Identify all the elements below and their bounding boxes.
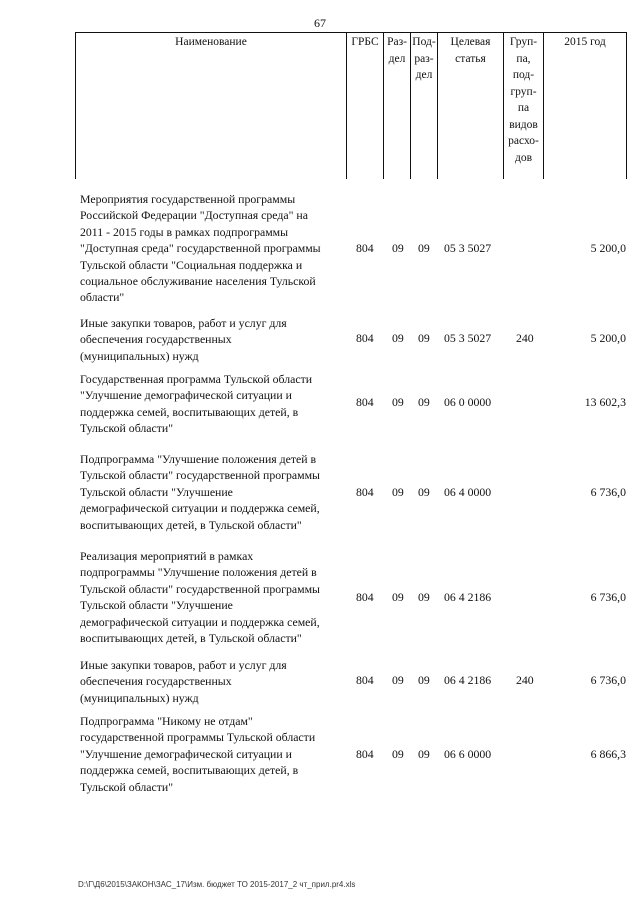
row-razdel: 09 [392, 395, 404, 409]
row-name [80, 548, 348, 646]
row-name-line: Мероприятия государственной программы [80, 192, 296, 206]
row-grbs: 804 [356, 331, 374, 345]
row-amount: 13 602,3 [584, 395, 626, 409]
header-grbs [347, 33, 384, 179]
row-target-article: 05 3 5027 [444, 331, 492, 345]
row-name-line: области" [80, 290, 125, 305]
file-path-footer: D:\Г\Д6\2015\ЗАКОН\ЗАС_17\Изм. бюджет ТО 2015-2017_2 чт_прил.pr4.xls [78, 880, 356, 889]
row-podrazdel: 09 [418, 485, 430, 499]
row-name-line: обеспечения государственных [80, 332, 232, 347]
header-gr-line: груп- [510, 85, 537, 98]
row-name-line: Российской Федерации "Доступная среда" на [80, 208, 308, 223]
row-name-line: "Доступная среда" государственной программы [80, 241, 321, 256]
row-name-line: Тульской области "Социальная поддержка и [80, 257, 303, 272]
row-name-line: Тульской области" [80, 779, 174, 794]
header-gr-line: дов [514, 151, 533, 164]
row-podrazdel: 09 [418, 673, 430, 687]
row-name-line: Тульской области "Улучшение [80, 598, 233, 613]
row-expense-group: 240 [516, 673, 534, 687]
row-grbs: 804 [356, 485, 374, 499]
row-target-article: 06 4 2186 [444, 590, 492, 604]
header-name [76, 33, 347, 179]
row-name-line: социальное обслуживание населения Тульской [80, 274, 316, 289]
row-target-article: 06 4 2186 [444, 673, 492, 687]
header-target-article [438, 33, 504, 179]
row-grbs: 804 [356, 590, 374, 604]
row-podrazdel: 09 [418, 241, 430, 255]
header-razdel-line: Раз- [387, 36, 407, 48]
row-podrazdel: 09 [418, 395, 430, 409]
header-grbs-label: ГРБС [351, 36, 379, 48]
header-expense-group [504, 33, 544, 179]
row-razdel: 09 [392, 747, 404, 761]
row-name-line: Иные закупки товаров, работ и услуг для [80, 658, 287, 672]
row-name-line: подпрограммы "Улучшение положения детей в [80, 565, 317, 580]
row-target-article: 06 0 0000 [444, 395, 492, 409]
row-grbs: 804 [356, 241, 374, 255]
header-gr-line: па, [516, 52, 531, 65]
row-name-line: поддержка семей, воспитывающих детей, в [80, 763, 299, 778]
header-podrazdel-line: дел [415, 69, 433, 81]
row-amount: 5 200,0 [590, 241, 626, 255]
header-gr-line: Груп- [509, 36, 538, 48]
row-razdel: 09 [392, 331, 404, 345]
row-name-line: "Улучшение демографической ситуации и [80, 746, 292, 761]
row-razdel: 09 [392, 485, 404, 499]
row-name [80, 713, 348, 795]
row-name-line: поддержка семей, воспитывающих детей, в [80, 404, 299, 419]
row-name-line: воспитывающих детей, в Тульской области" [80, 517, 302, 532]
row-amount: 6 736,0 [590, 673, 626, 687]
header-razdel [384, 33, 411, 179]
header-podrazdel [411, 33, 438, 179]
row-grbs: 804 [356, 673, 374, 687]
header-year-label: 2015 год [564, 36, 606, 48]
header-gr-line: под- [512, 69, 535, 81]
row-name-line: Тульской области" [80, 421, 174, 436]
row-podrazdel: 09 [418, 331, 430, 345]
header-year [544, 33, 627, 179]
row-name [80, 191, 348, 306]
row-name-line: "Улучшение демографической ситуации и [80, 388, 292, 403]
table-header [75, 32, 627, 179]
header-cs-line: статья [455, 52, 486, 65]
row-name [80, 451, 348, 533]
row-podrazdel: 09 [418, 747, 430, 761]
row-podrazdel: 09 [418, 590, 430, 604]
row-razdel: 09 [392, 590, 404, 604]
row-amount: 6 866,3 [590, 747, 626, 761]
row-name-line: Иные закупки товаров, работ и услуг для [80, 316, 287, 330]
row-name [80, 371, 348, 437]
header-razdel-line: дел [388, 52, 406, 65]
row-amount: 6 736,0 [590, 590, 626, 604]
row-name-line: воспитывающих детей, в Тульской области" [80, 631, 302, 646]
page-number: 67 [314, 16, 326, 30]
row-amount: 6 736,0 [590, 485, 626, 499]
header-podrazdel-line: раз- [414, 52, 434, 65]
row-razdel: 09 [392, 673, 404, 687]
row-name-line: Реализация мероприятий в рамках [80, 549, 254, 563]
row-razdel: 09 [392, 241, 404, 255]
row-name-line: демографической ситуации и поддержка семей, [80, 501, 320, 516]
row-target-article: 06 4 0000 [444, 485, 492, 499]
header-name-label: Наименование [175, 36, 247, 48]
header-gr-line: па [517, 102, 530, 114]
header-podrazdel-line: Под- [412, 36, 436, 48]
row-grbs: 804 [356, 395, 374, 409]
header-cs-line: Целевая [450, 36, 491, 48]
row-name-line: Тульской области" государственной программы [80, 581, 320, 596]
row-name-line: 2011 - 2015 годы в рамках подпрограммы [80, 224, 289, 239]
row-target-article: 05 3 5027 [444, 241, 492, 255]
row-name-line: обеспечения государственных [80, 674, 232, 689]
header-gr-line: расхо- [508, 135, 539, 147]
row-name [80, 657, 348, 706]
row-name-line: Подпрограмма "Улучшение положения детей в [80, 452, 317, 466]
row-name-line: (муниципальных) нужд [80, 348, 199, 363]
row-name-line: демографической ситуации и поддержка семей, [80, 614, 320, 629]
row-amount: 5 200,0 [590, 331, 626, 345]
row-name-line: Государственная программа Тульской области [80, 372, 313, 386]
row-name [80, 315, 348, 364]
row-target-article: 06 6 0000 [444, 747, 492, 761]
row-expense-group: 240 [516, 331, 534, 345]
row-name-line: Подпрограмма "Никому не отдам" [80, 714, 253, 728]
row-name-line: Тульской области" государственной программы [80, 468, 320, 483]
row-name-line: (муниципальных) нужд [80, 690, 199, 705]
header-gr-line: видов [509, 118, 538, 131]
row-grbs: 804 [356, 747, 374, 761]
row-name-line: Тульской области "Улучшение [80, 484, 233, 499]
row-name-line: государственной программы Тульской области [80, 730, 316, 745]
